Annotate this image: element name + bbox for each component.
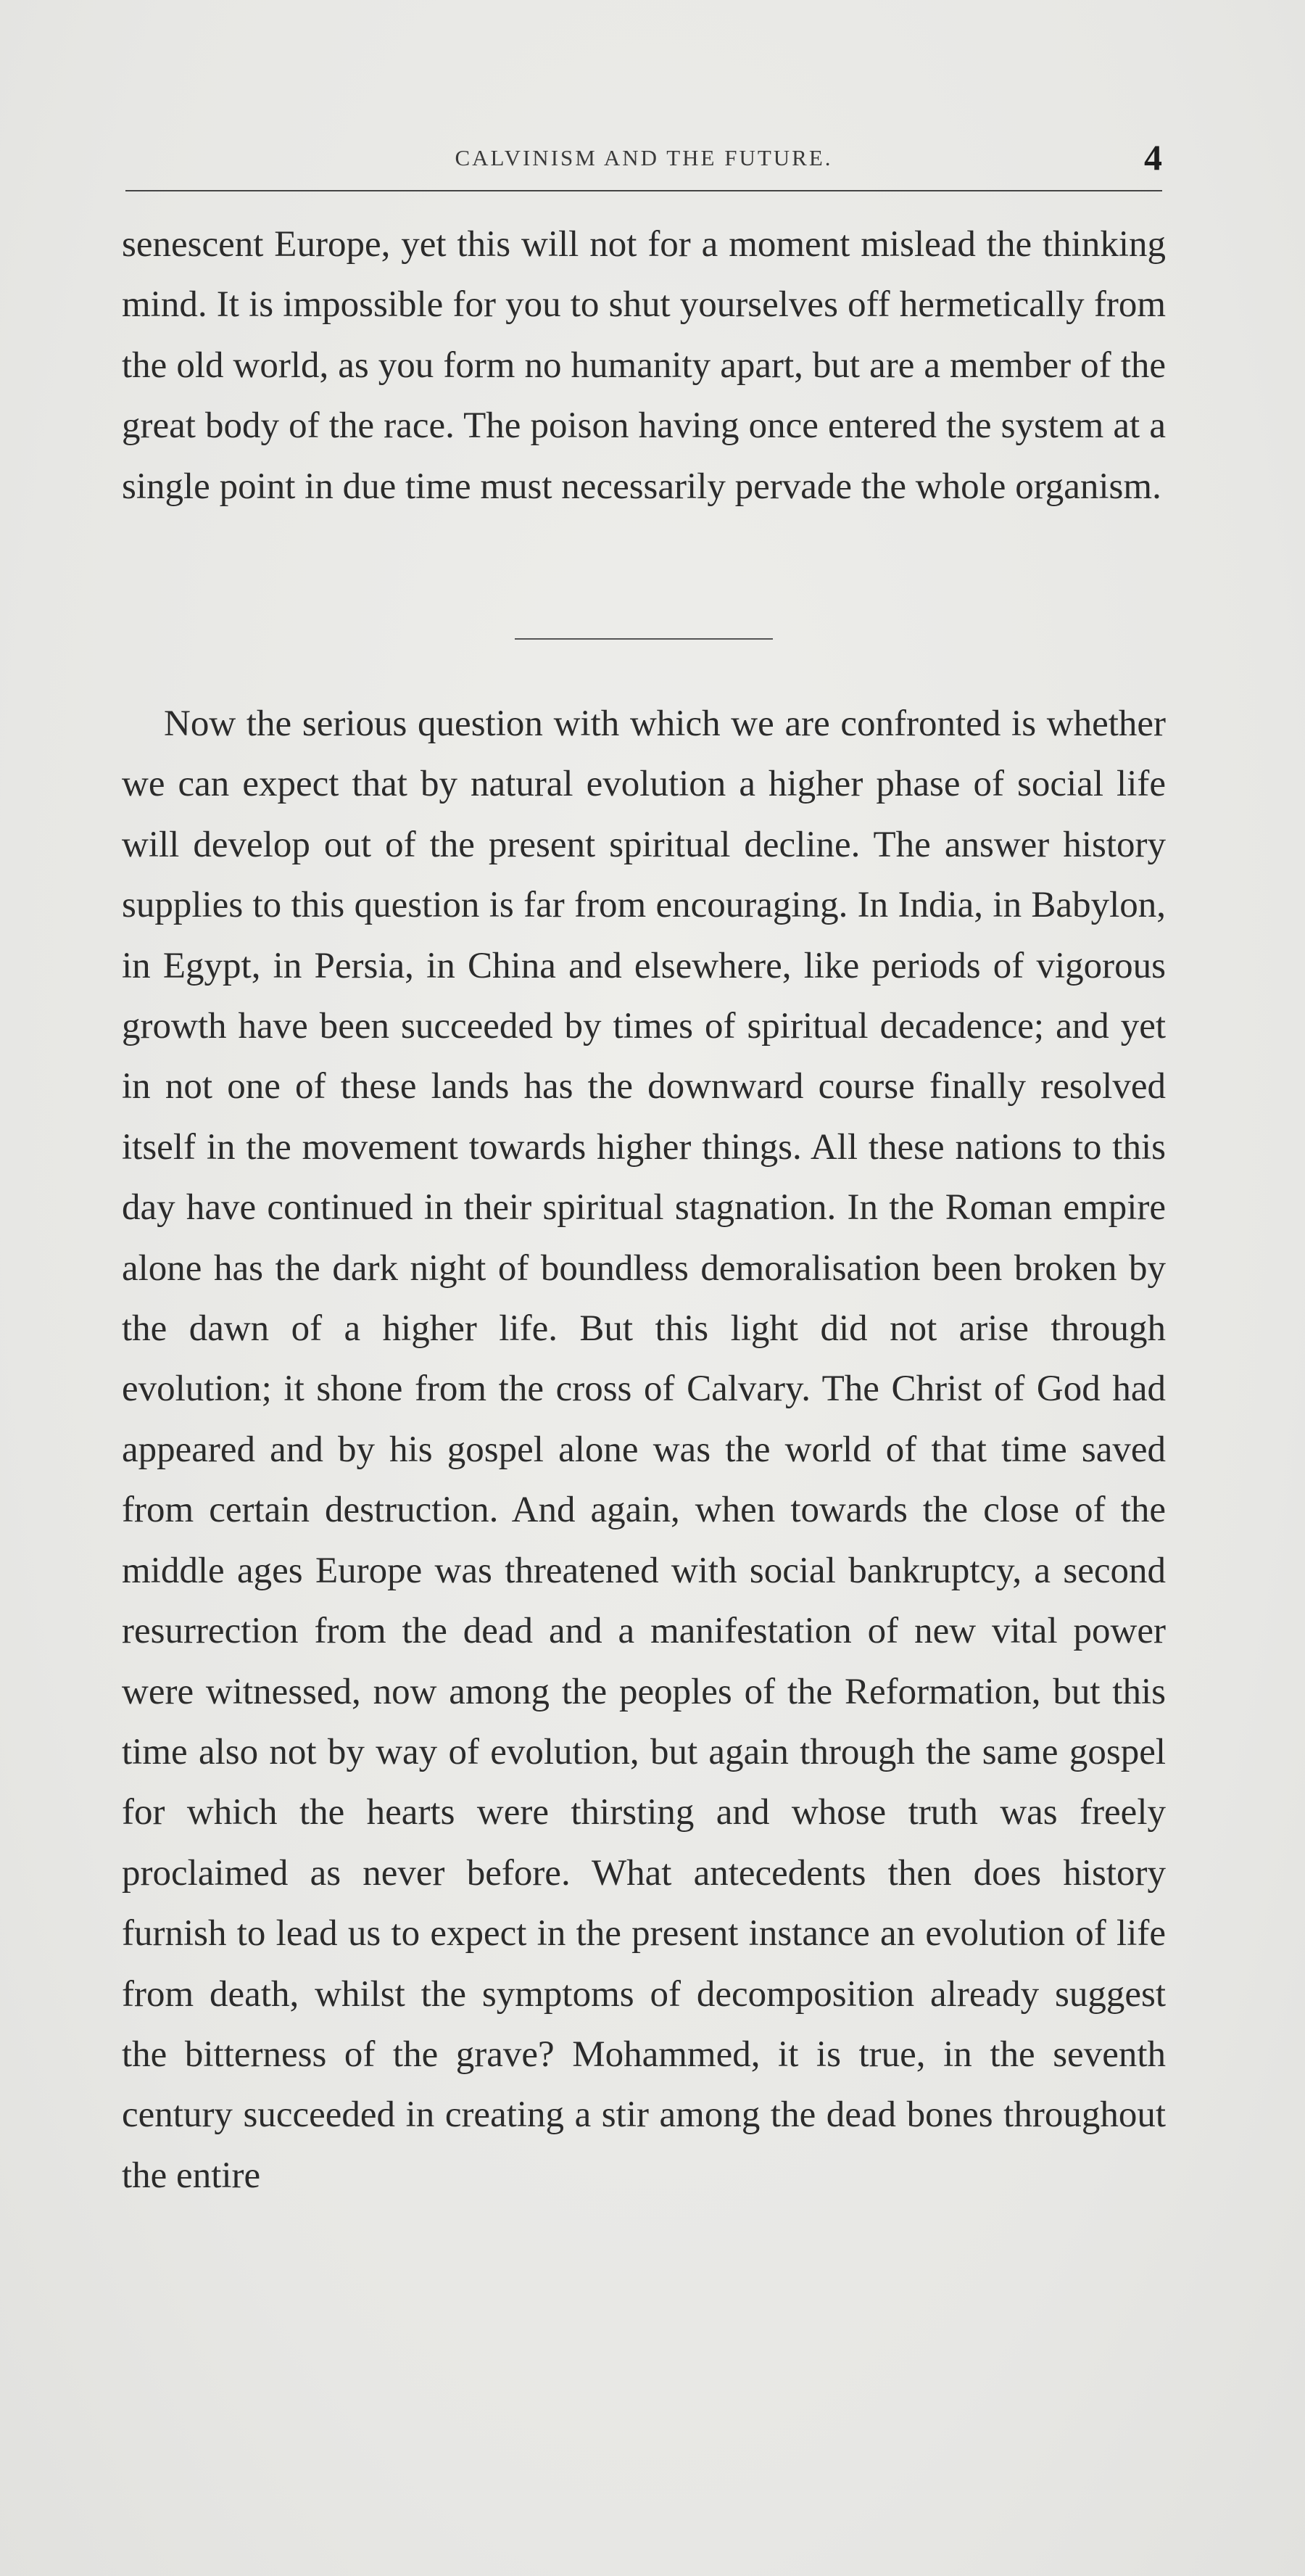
header-rule xyxy=(125,190,1162,191)
paragraph-continuation xyxy=(122,215,1166,517)
section-separator xyxy=(515,638,773,640)
paragraph-evolution xyxy=(122,694,1166,2206)
paragraph-text: senescent Europe, yet this will not for a moment mislead the thinking mind. It is impossible for you to shut yourselves off hermetically from the old world, as you form no humanity apart, but are a member of the great body of the race. The poison having once entered the system at a single point in due time must necessarily pervade the whole organism. xyxy=(122,224,1166,507)
running-head: CALVINISM AND THE FUTURE. xyxy=(455,145,833,170)
page-header xyxy=(125,139,1162,190)
paragraph-text: Now the serious question with which we are confronted is whether we can expect that by natural evolution a higher phase of social life will develop out of the present spiritual decline. The answer history supplies to this question is far from encouraging. In India, in Babylon, in Egypt, in Persia, in China and elsewhere, like periods of vigorous growth have been succeeded by times of spiritual decadence; and yet in not one of these lands has the downward course finally resolved itself in the movement towards higher things. All these nations to this day have continued in their spiritual stagnation. In the Roman empire alone has the dark night of boundless demoralisation been broken by the dawn of a higher life. But this light did not arise through evolution; it shone from the cross of Calvary. The Christ of God had appeared and by his gospel alone was the world of that time saved from certain destruction. And again, when towards the close of the middle ages Europe was threatened with social bankruptcy, a second resurrection from the dead and a manifestation of new vital power were witnessed, now among the peoples of the Reformation, but this time also not by way of evolution, but again through the same gospel for which the hearts were thirsting and whose truth was freely proclaimed as never before. What antecedents then does history furnish to lead us to expect in the present instance an evolution of life from death, whilst the symptoms of decomposition already suggest the bitterness of the grave? Mohammed, it is true, in the seventh century succeeded in creating a stir among the dead bones throughout the entire xyxy=(122,703,1166,2196)
page-number: 4 xyxy=(1144,137,1162,178)
